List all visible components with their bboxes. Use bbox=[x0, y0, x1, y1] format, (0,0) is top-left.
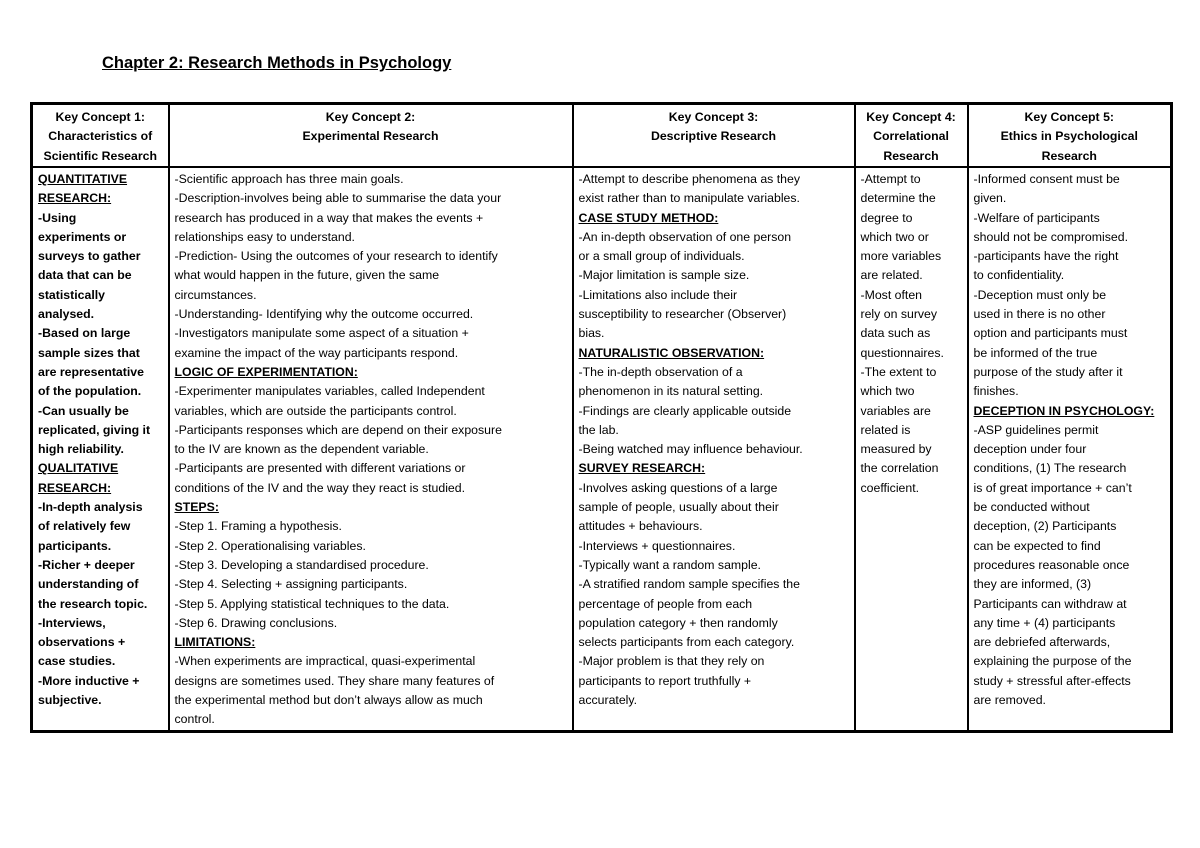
text-line: finishes. bbox=[973, 384, 1019, 399]
text-line: the research topic. bbox=[38, 596, 148, 611]
text-line: subjective. bbox=[38, 693, 102, 708]
text-line: given. bbox=[973, 191, 1007, 206]
text-line: case studies. bbox=[38, 654, 116, 669]
text-line: of relatively few bbox=[38, 519, 131, 534]
text-line: are debriefed afterwards, bbox=[973, 635, 1111, 650]
text-line: susceptibility to researcher (Observer) bbox=[578, 307, 787, 322]
text-line: analysed. bbox=[38, 307, 95, 322]
header-line: Descriptive Research bbox=[650, 129, 777, 144]
text-line: to the IV are known as the dependent variable. bbox=[174, 442, 429, 457]
text-line: related is bbox=[860, 422, 911, 437]
text-line: designs are sometimes used. They share many features of bbox=[174, 673, 495, 688]
text-line: explaining the purpose of the bbox=[973, 654, 1132, 669]
text-line: which two bbox=[860, 384, 915, 399]
header-row bbox=[32, 104, 1172, 168]
text-line: -Richer + deeper bbox=[38, 557, 135, 572]
text-line: are representative bbox=[38, 364, 144, 379]
text-line: -Based on large bbox=[38, 326, 131, 341]
text-line: -In-depth analysis bbox=[38, 500, 143, 515]
text-line: -More inductive + bbox=[38, 673, 140, 688]
text-line: -Involves asking questions of a large bbox=[578, 480, 778, 495]
text-line: -An in-depth observation of one person bbox=[578, 229, 792, 244]
section-heading: LOGIC OF EXPERIMENTATION: bbox=[174, 364, 358, 379]
content-cell-experimental-research bbox=[169, 167, 573, 731]
text-line: rely on survey bbox=[860, 307, 938, 322]
concepts-table bbox=[30, 102, 1173, 733]
text-line: questionnaires. bbox=[860, 345, 944, 360]
text-line: -Can usually be bbox=[38, 403, 129, 418]
header-line: Correlational bbox=[873, 129, 949, 144]
text-line: to confidentiality. bbox=[973, 268, 1065, 283]
page-title: Chapter 2: Research Methods in Psychology bbox=[102, 54, 452, 72]
text-line: attitudes + behaviours. bbox=[578, 519, 703, 534]
text-line: -Step 1. Framing a hypothesis. bbox=[174, 519, 342, 534]
text-line: replicated, giving it bbox=[38, 422, 151, 437]
text-line: research has produced in a way that makes the events + bbox=[174, 210, 484, 225]
text-line: -Limitations also include their bbox=[578, 287, 738, 302]
header-key-concept-1 bbox=[32, 104, 169, 168]
content-row bbox=[32, 167, 1172, 731]
text-line: -Step 2. Operationalising variables. bbox=[174, 538, 366, 553]
header-line: Characteristics of bbox=[48, 129, 153, 144]
text-line: are removed. bbox=[973, 693, 1046, 708]
header-key-concept-3 bbox=[573, 104, 855, 168]
text-line: of the population. bbox=[38, 384, 142, 399]
content-cell-ethics bbox=[968, 167, 1172, 731]
text-line: phenomenon in its natural setting. bbox=[578, 384, 764, 399]
text-line: procedures reasonable once bbox=[973, 557, 1130, 572]
text-line: bias. bbox=[578, 326, 605, 341]
text-line: be conducted without bbox=[973, 500, 1090, 515]
text-line: option and participants must bbox=[973, 326, 1128, 341]
text-line: -Informed consent must be bbox=[973, 172, 1120, 186]
header-key-concept-4 bbox=[855, 104, 968, 168]
header-line: Ethics in Psychological bbox=[1000, 129, 1138, 144]
text-line: percentage of people from each bbox=[578, 596, 753, 611]
header-line: Scientific Research bbox=[43, 148, 157, 163]
text-line: -Participants are presented with different variations or bbox=[174, 461, 466, 476]
text-line: they are informed, (3) bbox=[973, 577, 1092, 592]
text-line: measured by bbox=[860, 442, 932, 457]
content-cell-scientific-research bbox=[32, 167, 169, 731]
text-line: data such as bbox=[860, 326, 931, 341]
text-line: -Most often bbox=[860, 287, 923, 302]
text-line: -The in-depth observation of a bbox=[578, 364, 743, 379]
text-line: data that can be bbox=[38, 268, 132, 283]
text-line: can be expected to find bbox=[973, 538, 1101, 553]
text-line: -Description-involves being able to summarise the data your bbox=[174, 191, 502, 206]
text-line: deception under four bbox=[973, 442, 1087, 457]
text-line: participants to report truthfully + bbox=[578, 673, 752, 688]
content-cell-descriptive-research bbox=[573, 167, 855, 731]
section-heading: QUANTITATIVE bbox=[38, 172, 128, 186]
section-heading: NATURALISTIC OBSERVATION: bbox=[578, 345, 765, 360]
text-line: -Prediction- Using the outcomes of your research to identify bbox=[174, 249, 498, 264]
text-line: -participants have the right bbox=[973, 249, 1119, 264]
text-line: examine the impact of the way participants respond. bbox=[174, 345, 459, 360]
text-line: Participants can withdraw at bbox=[973, 596, 1127, 611]
text-line: -Understanding- Identifying why the outcome occurred. bbox=[174, 307, 474, 322]
text-line: should not be compromised. bbox=[973, 229, 1128, 244]
text-line: understanding of bbox=[38, 577, 139, 592]
text-line: variables, which are outside the participants control. bbox=[174, 403, 457, 418]
text-line: deception, (2) Participants bbox=[973, 519, 1117, 534]
text-line: variables are bbox=[860, 403, 931, 418]
text-line: more variables bbox=[860, 249, 942, 264]
text-line: -Experimenter manipulates variables, called Independent bbox=[174, 384, 485, 399]
text-line: the correlation bbox=[860, 461, 939, 476]
text-line: -Scientific approach has three main goals. bbox=[174, 172, 404, 186]
text-line: control. bbox=[174, 712, 215, 727]
text-line: -Step 4. Selecting + assigning participants. bbox=[174, 577, 408, 592]
text-line: -Typically want a random sample. bbox=[578, 557, 761, 572]
text-line: or a small group of individuals. bbox=[578, 249, 745, 264]
text-line: -Step 5. Applying statistical techniques to the data. bbox=[174, 596, 450, 611]
text-line: exist rather than to manipulate variables. bbox=[578, 191, 800, 206]
text-line: -Being watched may influence behaviour. bbox=[578, 442, 803, 457]
text-line: what would happen in the future, given the same bbox=[174, 268, 440, 283]
text-line: participants. bbox=[38, 538, 112, 553]
text-line: -The extent to bbox=[860, 364, 937, 379]
text-line: -Findings are clearly applicable outside bbox=[578, 403, 792, 418]
text-line: selects participants from each category. bbox=[578, 635, 795, 650]
text-line: -Major limitation is sample size. bbox=[578, 268, 750, 283]
text-line: relationships easy to understand. bbox=[174, 229, 355, 244]
text-line: -Attempt to bbox=[860, 172, 921, 186]
section-heading: CASE STUDY METHOD: bbox=[578, 210, 719, 225]
header-line: Research bbox=[883, 148, 939, 163]
text-line: statistically bbox=[38, 287, 105, 302]
text-line: the experimental method but don’t always allow as much bbox=[174, 693, 483, 708]
text-line: the lab. bbox=[578, 422, 619, 437]
text-line: coefficient. bbox=[860, 480, 920, 495]
text-line: conditions, (1) The research bbox=[973, 461, 1127, 476]
text-line: study + stressful after-effects bbox=[973, 673, 1131, 688]
text-line: -Interviews + questionnaires. bbox=[578, 538, 736, 553]
text-line: high reliability. bbox=[38, 442, 124, 457]
text-line: -Major problem is that they rely on bbox=[578, 654, 765, 669]
header-key-concept-2 bbox=[169, 104, 573, 168]
text-line: -ASP guidelines permit bbox=[973, 422, 1099, 437]
text-line: -Attempt to describe phenomena as they bbox=[578, 172, 800, 186]
section-heading: QUALITATIVE bbox=[38, 461, 119, 476]
text-line: which two or bbox=[860, 229, 929, 244]
header-key-concept-5 bbox=[968, 104, 1172, 168]
text-line: determine the bbox=[860, 191, 936, 206]
text-line: -A stratified random sample specifies the bbox=[578, 577, 800, 592]
header-line: Key Concept 5: bbox=[1024, 110, 1114, 124]
text-line: -Using bbox=[38, 210, 77, 225]
text-line: accurately. bbox=[578, 693, 638, 708]
header-line: Key Concept 4: bbox=[866, 110, 956, 124]
text-line: circumstances. bbox=[174, 287, 257, 302]
text-line: -Interviews, bbox=[38, 615, 106, 630]
section-heading: DECEPTION IN PSYCHOLOGY: bbox=[973, 403, 1155, 418]
text-line: used in there is no other bbox=[973, 307, 1106, 322]
text-line: -Investigators manipulate some aspect of a situation + bbox=[174, 326, 469, 341]
header-line: Key Concept 3: bbox=[668, 110, 759, 124]
text-line: any time + (4) participants bbox=[973, 615, 1116, 630]
text-line: purpose of the study after it bbox=[973, 364, 1123, 379]
section-heading: STEPS: bbox=[174, 500, 219, 515]
content-cell-correlational-research bbox=[855, 167, 968, 731]
section-heading: LIMITATIONS: bbox=[174, 635, 256, 650]
header-line: Key Concept 2: bbox=[325, 110, 416, 124]
text-line: population category + then randomly bbox=[578, 615, 778, 630]
header-line: Key Concept 1: bbox=[55, 110, 145, 124]
text-line: -Step 6. Drawing conclusions. bbox=[174, 615, 338, 630]
text-line: is of great importance + can’t bbox=[973, 480, 1132, 495]
text-line: degree to bbox=[860, 210, 913, 225]
text-line: experiments or bbox=[38, 229, 127, 244]
section-heading: RESEARCH: bbox=[38, 480, 112, 495]
text-line: -When experiments are impractical, quasi-experimental bbox=[174, 654, 476, 669]
section-heading: RESEARCH: bbox=[38, 191, 112, 206]
text-line: -Welfare of participants bbox=[973, 210, 1100, 225]
text-line: observations + bbox=[38, 635, 126, 650]
text-line: -Participants responses which are depend on their exposure bbox=[174, 422, 502, 437]
text-line: are related. bbox=[860, 268, 923, 283]
text-line: surveys to gather bbox=[38, 249, 141, 264]
text-line: conditions of the IV and the way they react is studied. bbox=[174, 480, 466, 495]
text-line: sample sizes that bbox=[38, 345, 140, 360]
text-line: -Deception must only be bbox=[973, 287, 1107, 302]
header-line: Experimental Research bbox=[302, 129, 439, 144]
text-line: -Step 3. Developing a standardised procedure. bbox=[174, 557, 429, 572]
section-heading: SURVEY RESEARCH: bbox=[578, 461, 706, 476]
text-line: sample of people, usually about their bbox=[578, 500, 779, 515]
text-line: be informed of the true bbox=[973, 345, 1098, 360]
header-line: Research bbox=[1041, 148, 1097, 163]
